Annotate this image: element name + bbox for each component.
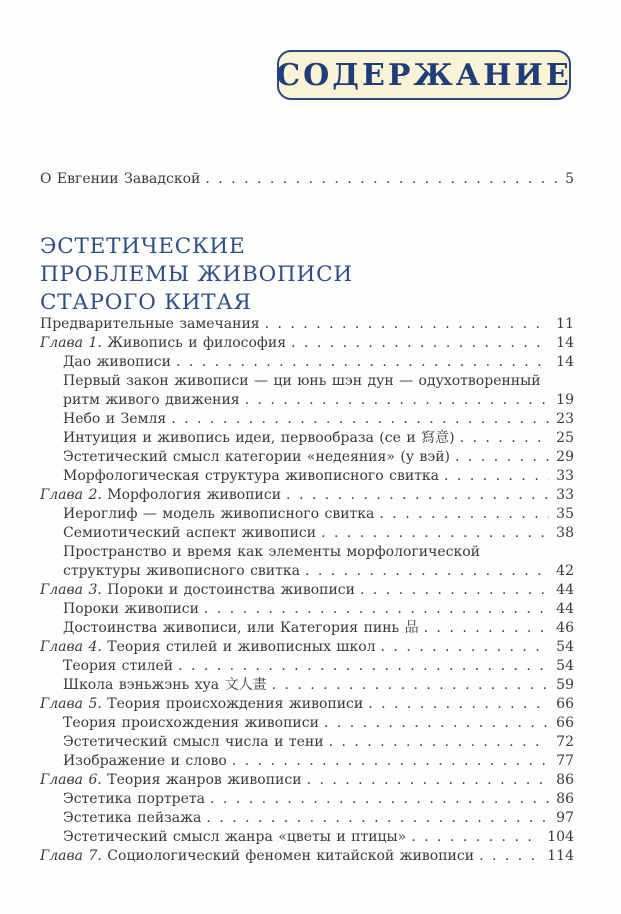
toc-entry-text bbox=[63, 657, 173, 676]
dot-leader bbox=[479, 847, 540, 866]
section-heading-line1: ЭСТЕТИЧЕСКИЕ bbox=[40, 234, 246, 259]
toc-page-number: 14 bbox=[556, 335, 574, 351]
dot-leader bbox=[424, 619, 550, 638]
entry-title: Эстетика пейзажа bbox=[63, 810, 202, 826]
toc-sub-entry bbox=[40, 809, 574, 828]
contents-title: СОДЕРЖАНИЕ bbox=[276, 57, 572, 93]
toc-page-number: 14 bbox=[556, 354, 574, 370]
toc-entry-text bbox=[63, 619, 419, 638]
entry-title: Интуиция и живопись идеи, первообраза (се и 寫意) bbox=[63, 430, 455, 446]
entry-title: Небо и Земля bbox=[63, 411, 167, 427]
toc-entry-text bbox=[63, 809, 201, 828]
entry-title: Теория стилей и живописных школ bbox=[107, 639, 376, 655]
entry-title: Теория стилей bbox=[63, 658, 174, 674]
toc-page-number: 86 bbox=[556, 772, 574, 788]
entry-title: Теория происхождения живописи bbox=[107, 696, 364, 712]
chapter-label: Глава 7. bbox=[40, 848, 102, 864]
dot-leader bbox=[178, 657, 549, 676]
dot-leader bbox=[324, 714, 549, 733]
entry-title: Живопись и философия bbox=[107, 335, 287, 351]
toc-page-number: 25 bbox=[556, 430, 574, 446]
dot-leader bbox=[171, 410, 549, 429]
toc-entry-text bbox=[63, 733, 324, 752]
toc-entry-text bbox=[40, 315, 260, 334]
entry-title: Теория происхождения живописи bbox=[63, 715, 319, 731]
toc-sub-entry bbox=[40, 353, 574, 372]
dot-leader bbox=[291, 334, 549, 353]
entry-title: Эстетика портрета bbox=[63, 791, 206, 807]
contents-title-box bbox=[277, 50, 571, 100]
entry-title: Иероглиф — модель живописного свитка bbox=[63, 506, 375, 522]
entry-title: Пороки и достоинства живописи bbox=[107, 582, 355, 598]
toc-entry-text-line2: ритм живого движения bbox=[63, 392, 240, 408]
toc-entry-text-line2: структуры живописного свитка bbox=[63, 563, 300, 579]
entry-title: Социологический феномен китайской живописи bbox=[107, 848, 475, 864]
dot-leader bbox=[272, 676, 550, 695]
front-entry-page-number: 5 bbox=[565, 171, 574, 187]
dot-leader bbox=[205, 170, 558, 189]
toc-page-number: 104 bbox=[547, 829, 574, 845]
dot-leader bbox=[206, 809, 549, 828]
toc-page-number: 77 bbox=[556, 753, 574, 769]
dot-leader bbox=[245, 391, 550, 410]
entry-title: Школа вэньжэнь хуа 文人畫 bbox=[63, 677, 267, 693]
toc-page-number: 86 bbox=[556, 791, 574, 807]
toc-entry-text bbox=[40, 771, 302, 790]
toc-entry-text bbox=[63, 752, 227, 771]
toc-entry-text bbox=[40, 486, 281, 505]
toc-sub-entry bbox=[40, 505, 574, 524]
toc-entry-text bbox=[40, 695, 363, 714]
dot-leader bbox=[368, 695, 549, 714]
toc-page-number: 97 bbox=[556, 810, 574, 826]
toc-entry-text bbox=[40, 847, 474, 866]
toc-page-number: 44 bbox=[556, 582, 574, 598]
dot-leader bbox=[360, 581, 549, 600]
toc-page-number: 114 bbox=[547, 848, 574, 864]
toc-sub-entry bbox=[40, 733, 574, 752]
toc-page-number: 29 bbox=[556, 449, 574, 465]
toc-entry-text bbox=[63, 410, 166, 429]
toc-page-number: 66 bbox=[556, 696, 574, 712]
toc-sub-entry bbox=[40, 828, 574, 847]
chapter-label: Глава 4. bbox=[40, 639, 102, 655]
front-entry-text: О Евгении Завадской bbox=[40, 171, 201, 187]
toc-chapter-entry bbox=[40, 486, 574, 505]
toc-entry-text bbox=[63, 429, 455, 448]
toc-entry-text bbox=[63, 448, 450, 467]
toc-sub-entry bbox=[40, 600, 574, 619]
chapter-label: Глава 1. bbox=[40, 335, 102, 351]
entry-title: Морфологическая структура живописного свитка bbox=[63, 468, 440, 484]
toc-entry-text bbox=[40, 638, 376, 657]
dot-leader bbox=[411, 828, 540, 847]
toc-page-number: 66 bbox=[556, 715, 574, 731]
toc-page-number: 23 bbox=[556, 411, 574, 427]
entry-title: Эстетический смысл числа и тени bbox=[63, 734, 324, 750]
toc-chapter-entry bbox=[40, 771, 574, 790]
dot-leader bbox=[379, 505, 549, 524]
toc-sub-entry bbox=[40, 619, 574, 638]
toc-entry-text bbox=[40, 581, 355, 600]
toc-page-number: 19 bbox=[556, 392, 574, 408]
entry-title: Изображение и слово bbox=[63, 753, 227, 769]
chapter-label: Глава 6. bbox=[40, 772, 102, 788]
entry-title: Семиотический аспект живописи bbox=[63, 525, 317, 541]
toc-chapter-entry bbox=[40, 581, 574, 600]
entry-title: Пороки живописи bbox=[63, 601, 199, 617]
entry-title: Эстетический смысл жанра «цветы и птицы» bbox=[63, 829, 407, 845]
chapter-label: Глава 3. bbox=[40, 582, 102, 598]
toc-sub-entry bbox=[40, 752, 574, 771]
entry-title: Дао живописи bbox=[63, 354, 171, 370]
toc-entry-text bbox=[63, 467, 439, 486]
entry-title: Теория жанров живописи bbox=[107, 772, 302, 788]
dot-leader bbox=[176, 353, 549, 372]
front-matter-entry bbox=[40, 170, 574, 189]
toc-page-number: 44 bbox=[556, 601, 574, 617]
dot-leader bbox=[444, 467, 549, 486]
section-heading-line3: СТАРОГО КИТАЯ bbox=[40, 290, 252, 315]
toc-sub-entry bbox=[40, 467, 574, 486]
toc-entry-text-line1: Пространство и время как элементы морфологической bbox=[63, 544, 480, 560]
dot-leader bbox=[232, 752, 549, 771]
dot-leader bbox=[381, 638, 550, 657]
toc-sub-entry bbox=[40, 524, 574, 543]
toc-entry-text bbox=[63, 600, 199, 619]
toc-entry-text bbox=[63, 714, 319, 733]
dot-leader bbox=[329, 733, 550, 752]
toc-sub-entry bbox=[40, 657, 574, 676]
entry-title: Эстетический смысл категории «недеяния» (у вэй) bbox=[63, 449, 451, 465]
dot-leader bbox=[265, 315, 550, 334]
chapter-label: Глава 5. bbox=[40, 696, 102, 712]
entry-title: Морфология живописи bbox=[107, 487, 282, 503]
toc-entry-text bbox=[63, 790, 205, 809]
toc-sub-entry bbox=[40, 315, 574, 334]
dot-leader bbox=[455, 448, 549, 467]
toc-page-number: 54 bbox=[556, 639, 574, 655]
dot-leader bbox=[321, 524, 549, 543]
section-heading-line2: ПРОБЛЕМЫ ЖИВОПИСИ bbox=[40, 262, 353, 287]
toc-entry-text bbox=[63, 353, 171, 372]
dot-leader bbox=[210, 790, 549, 809]
toc-page-number: 33 bbox=[556, 487, 574, 503]
entry-title: Достоинства живописи, или Категория пинь 品 bbox=[63, 620, 419, 636]
toc-page-number: 33 bbox=[556, 468, 574, 484]
dot-leader bbox=[307, 771, 550, 790]
toc-chapter-entry bbox=[40, 847, 574, 866]
toc-sub-entry bbox=[40, 790, 574, 809]
chapter-label: Глава 2. bbox=[40, 487, 102, 503]
toc-sub-entry bbox=[40, 676, 574, 695]
toc-page-number: 46 bbox=[556, 620, 574, 636]
toc-entry-text bbox=[63, 505, 374, 524]
toc-entry-text bbox=[63, 676, 267, 695]
toc-sub-entry bbox=[40, 543, 574, 581]
toc-entry-text bbox=[63, 524, 316, 543]
toc-entry-text bbox=[40, 334, 286, 353]
toc-chapter-entry bbox=[40, 695, 574, 714]
entry-title: Предварительные замечания bbox=[40, 316, 260, 332]
section-heading bbox=[40, 233, 574, 317]
toc-page-number: 72 bbox=[556, 734, 574, 750]
toc-sub-entry bbox=[40, 372, 574, 410]
toc-page-number: 11 bbox=[556, 316, 574, 332]
toc-page-number: 38 bbox=[556, 525, 574, 541]
dot-leader bbox=[286, 486, 549, 505]
toc-sub-entry bbox=[40, 410, 574, 429]
toc-page-number: 35 bbox=[556, 506, 574, 522]
toc-entry-text-line1: Первый закон живописи — ци юнь шэн дун — одухотворенный bbox=[63, 373, 541, 389]
toc-list bbox=[40, 315, 574, 866]
toc-chapter-entry bbox=[40, 638, 574, 657]
toc-page-number: 54 bbox=[556, 658, 574, 674]
toc-sub-entry bbox=[40, 429, 574, 448]
dot-leader bbox=[460, 429, 550, 448]
toc-sub-entry bbox=[40, 714, 574, 733]
toc-sub-entry bbox=[40, 448, 574, 467]
toc-page-number: 59 bbox=[556, 677, 574, 693]
dot-leader bbox=[204, 600, 549, 619]
toc-chapter-entry bbox=[40, 334, 574, 353]
toc-page-number: 42 bbox=[556, 563, 574, 579]
dot-leader bbox=[305, 562, 549, 581]
toc-entry-text bbox=[63, 828, 406, 847]
